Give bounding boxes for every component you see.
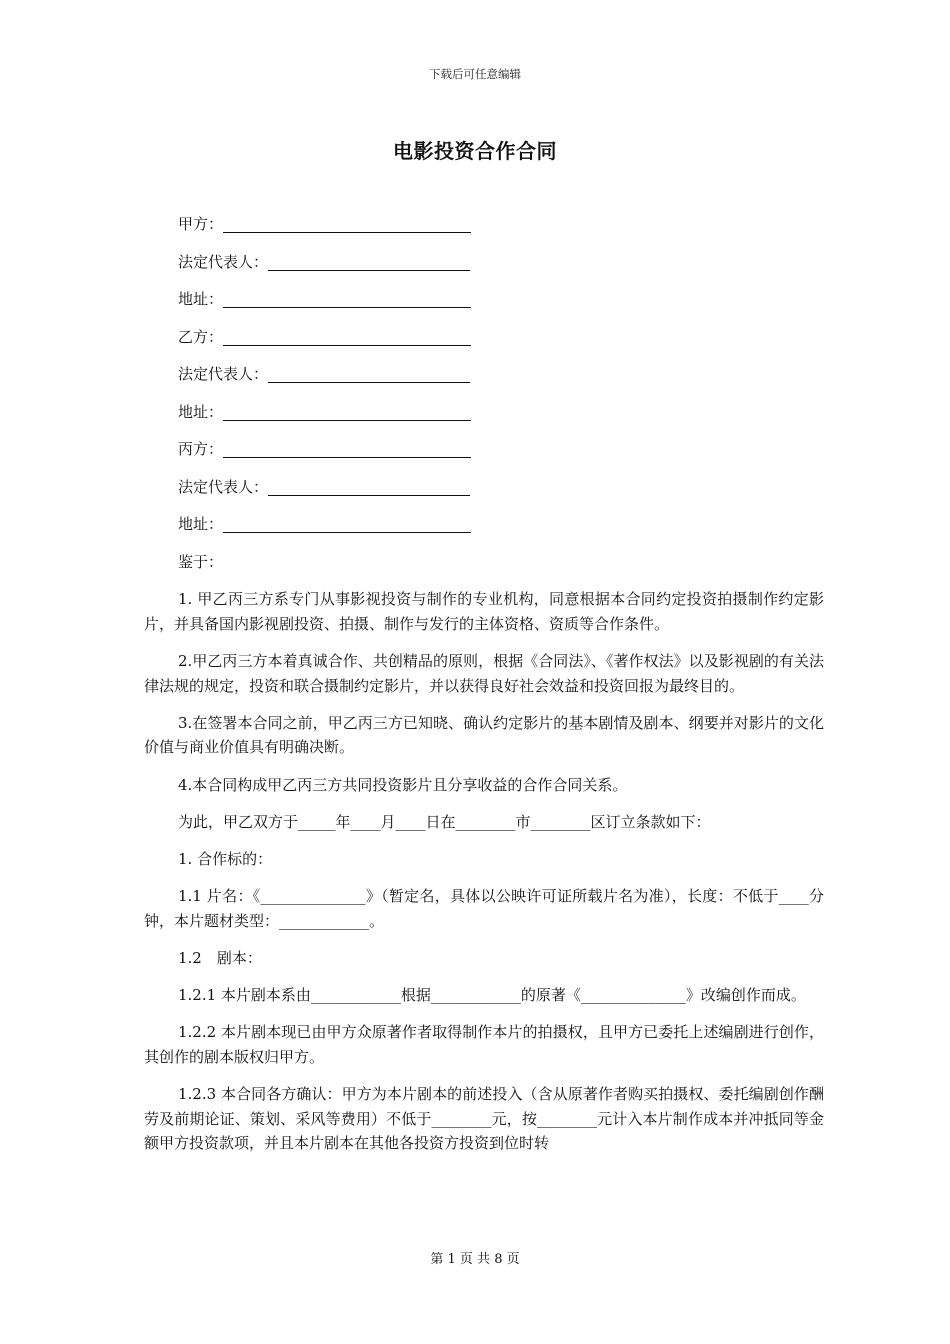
- contract-paragraph: 1.1 片名：《______________》（暂定名，具体以公映许可证所载片名为准），长度：不低于____分钟，本片题材类型：____________。: [144, 887, 824, 930]
- party-info-section: [178, 212, 578, 550]
- fill-in-blank[interactable]: [268, 362, 470, 383]
- contract-body: [144, 550, 824, 1168]
- party-label: 地址：: [178, 515, 224, 533]
- party-label: 法定代表人：: [178, 365, 269, 383]
- party-label: 甲方：: [178, 215, 224, 233]
- fill-in-blank[interactable]: [223, 400, 471, 421]
- header-note: 下载后可任意编辑: [429, 67, 521, 81]
- party-row: [178, 287, 578, 325]
- contract-paragraph: 1.2.1 本片剧本系由____________根据____________的原著《______________》改编创作而成。: [178, 986, 806, 1005]
- party-label: 法定代表人：: [178, 252, 269, 271]
- fill-in-blank[interactable]: [223, 287, 471, 308]
- contract-paragraph: 1.2.3 本合同各方确认：甲方为本片剧本的前述投入（含从原著作者购买拍摄权、委托编剧创作酬劳及前期论证、策划、采风等费用）不低于________元，按________元计入本片制作成本并冲抵同等金额甲方投资款项，并且本片剧本在其他各投资方投资到位时转: [144, 1085, 824, 1153]
- document-title: 电影投资合作合同: [393, 139, 557, 163]
- party-label: 法定代表人：: [178, 477, 269, 496]
- party-row: [178, 437, 578, 475]
- contract-paragraph: 1. 合作标的：: [178, 849, 273, 868]
- contract-paragraph: 1.2 剧本：: [178, 948, 262, 967]
- party-label: 地址：: [178, 290, 224, 308]
- contract-paragraph: 鉴于：: [178, 553, 224, 571]
- party-label: 地址：: [178, 402, 224, 421]
- party-row: [178, 362, 578, 400]
- party-row: [178, 400, 578, 438]
- fill-in-blank[interactable]: [268, 475, 470, 496]
- fill-in-blank[interactable]: [223, 325, 471, 346]
- party-row: [178, 250, 578, 288]
- contract-paragraph: 2.甲乙丙三方本着真诚合作、共创精品的原则，根据《合同法》、《著作权法》以及影视剧的有关法律法规的规定，投资和联合摄制约定影片，并以获得良好社会效益和投资回报为最终目的。: [144, 651, 824, 695]
- contract-paragraph: 4.本合同构成甲乙丙三方共同投资影片且分享收益的合作合同关系。: [178, 775, 628, 794]
- party-row: [178, 475, 578, 513]
- party-row: [178, 512, 578, 550]
- contract-paragraph: 3.在签署本合同之前，甲乙丙三方已知晓、确认约定影片的基本剧情及剧本、纲要并对影片的文化价值与商业价值具有明确决断。: [144, 713, 824, 757]
- party-row: [178, 212, 578, 250]
- fill-in-blank[interactable]: [223, 437, 471, 458]
- contract-paragraph: 1.2.2 本片剧本现已由甲方众原著作者取得制作本片的拍摄权，且甲方已委托上述编剧进行创作，其创作的剧本版权归甲方。: [144, 1023, 824, 1066]
- contract-paragraph: 为此，甲乙双方于_____年____月____日在________市________区订立条款如下：: [178, 812, 711, 831]
- party-row: [178, 325, 578, 363]
- party-label: 乙方：: [178, 327, 224, 346]
- contract-paragraph: 1. 甲乙丙三方系专门从事影视投资与制作的专业机构，同意根据本合同约定投资拍摄制作约定影片，并具备国内影视剧投资、拍摄、制作与发行的主体资格、资质等合作条件。: [144, 590, 824, 633]
- fill-in-blank[interactable]: [268, 250, 470, 271]
- page-footer: 第 1 页 共 8 页: [430, 1252, 520, 1267]
- fill-in-blank[interactable]: [223, 212, 471, 233]
- fill-in-blank[interactable]: [223, 512, 471, 533]
- party-label: 丙方：: [178, 440, 224, 458]
